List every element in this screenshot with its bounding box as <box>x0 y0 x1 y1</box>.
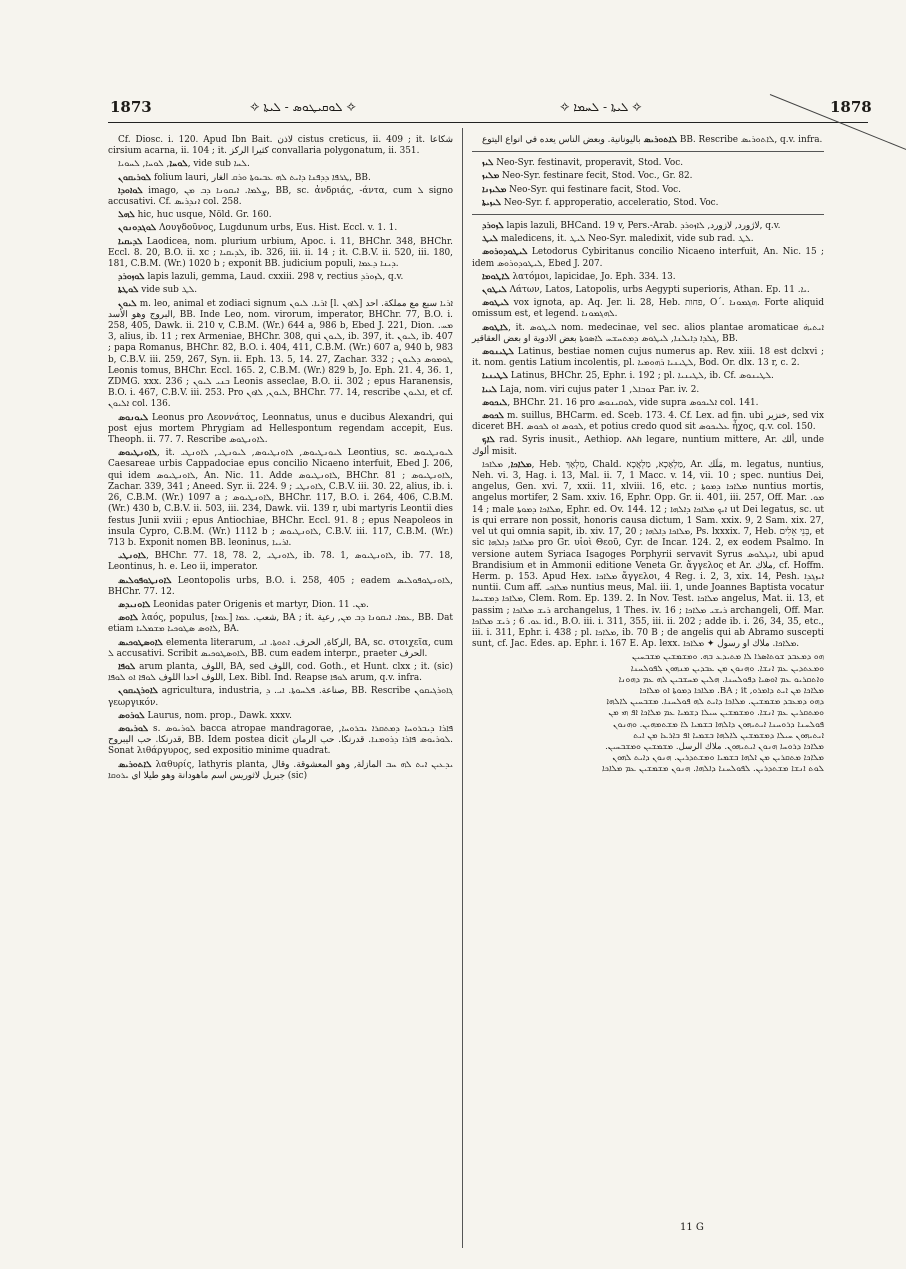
entry-text: m. leo, animal et zodiaci signum ܐܪܝܐ. ܠܝܘܢ [l. ܠܐܘܢ] ܐܪܝܐ سبع مع مملكة. احد البروج وهو الأسد, BB. Inde Leo, nom. virorum, imperator, BHChr. 77, B.O. i. 258, 405, Dawk. ii. 210 v, C.B.M. (Wr.) 644 a, 986 b, Ebed J. 221, Dion. ܡܚ. 3, alius, ib. 11 ; rex Armeniae, BHChr. 308, qui ܠܝܘܢ, ib. 397, it. ܠܝܘܢ, ib. 407 ; papa Romanus, BHChr. 82, B.O. i. 404, 411, C.B.M. (Wr.) 607 a, 940 b, 983 b, C.B.V. iii. 259, 267, Syn. ii. Eph. 13. 5, 14. 27, Zachar. 332 ; ܛܘܡܘܣ ܕܠܝܘܢ Leonis tomus, BHChr. Eccl. 165. 2, C.B.M. (Wr.) 829 b, Jo. Eph. 21. 4, 36. 1, ZDMG. xxx. 236 ; ܒܢܝ ܠܝܘܢ Leonis asseclae, B.O. ii. 302 ; epus Haranensis, B.O. i. 467, C.B.V. iii. 253. Pro ܠܝܘܢ, ܠܐܘܢ, BHChr. 77. 14, rescribe ܐܠܝܘܢ, et cf. ܐܠܝܘܢ col. 136. <box>108 298 454 410</box>
dictionary-entry <box>472 247 824 269</box>
syriac-line: ܘܡܥܬܕܝܢ ܥܡ ܐܢܫܐ. ܘܗܢܘܢ ܡܢ ܥܒܕܝܢ ܡܢܗܘܢ ܠܦܘܠܚܢܐ <box>630 663 824 674</box>
entry-headword: ܠܐܘܢܝܕܣ <box>118 599 151 610</box>
page-number-left: 1873 <box>110 98 152 116</box>
dictionary-entry <box>472 460 824 650</box>
dictionary-entry <box>472 171 824 182</box>
dictionary-entry <box>108 223 453 234</box>
dictionary-entry <box>108 613 453 635</box>
dictionary-entry <box>472 198 824 209</box>
syriac-line: ܠܘܬ ܐܢܫܐ ܡܫܬܕܪܝܢ. ܠܦܘܠܚܢܐ ܕܐܠܗܐ. ܗܢܘܢ ܡܫܡܫܝܢ ܥܡ ܡܠܐܟܐ <box>602 764 824 775</box>
entry-headword: ܠܗܠ <box>118 210 135 221</box>
dictionary-entry <box>108 724 453 758</box>
entry-text: Letodorus Cybiritanus concilio Nicaeno interfuit, An. Nic. 15 ; idem ܠܝܛܘܕܘܪܘܣ, Ebed J. 207. <box>472 247 824 269</box>
right-column <box>472 135 824 776</box>
syriac-line: ܘܐܬܩܪܝܘ ܥܡ ܐܘܣܝܐ ܕܦܘܠܚܢܐ. ܗܠܝܢ ܡܚܫܒܝܢ ܠܗ ܥܡ ܕܗܘܢܐ <box>618 674 824 685</box>
dictionary-entry <box>472 185 824 196</box>
entry-headword: ܡܠܝܙܢܐ <box>482 184 507 195</box>
dictionary-entry <box>108 285 453 296</box>
dictionary-entry <box>108 237 453 271</box>
entry-text: Laja, nom. viri cujus pater ܫܘܒܐܠ, 1 Par. iv. 2. <box>496 384 700 395</box>
entry-headword: ܠܘܛܬܐ <box>118 285 139 296</box>
header-rule <box>108 122 868 123</box>
dictionary-entry <box>108 576 453 598</box>
dictionary-entry <box>472 435 824 457</box>
entry-text: vox ignota, ap. Aq. Jer. li. 28, Heb. פחות, Ο΄. ܗܓܡܘܢܐ. Forte aliquid omissum est, et legend. ܠܗܓܡܘܢܐ. <box>472 298 824 320</box>
entry-headword: ܠܝܛܘܕܘܪܘܣ <box>482 247 528 258</box>
dictionary-entry <box>108 299 453 411</box>
dictionary-entry <box>108 186 453 208</box>
dictionary-entry <box>472 285 824 296</box>
entry-headword: ܠܐܬܘܪܝܣ <box>118 759 152 770</box>
entry-headword: ܠܐܛܘܣ <box>482 322 509 333</box>
dictionary-entry <box>108 711 453 722</box>
entry-headword: ܠܙܘܪܕ <box>482 221 504 232</box>
syriac-line: ܦܘܠܚܢܐ ܕܪܘܚܢܐ ܐܝܬܝܗܘܢ ܕܐܠܗܐ ܒܫܡܝܐ ܠܐ ܡܫܬܡܗܝܢ. ܘܗܢܘܢ <box>612 719 824 730</box>
entry-headword: ܠܝܛ <box>482 234 499 245</box>
entry-text: Latinus, bestiae nomen cujus numerus ap. Rev. xiii. 18 est dclxvi ; it. nom. gentis Latium incolentis, pl. ܠܛܝܢܝܐ ܪܗܘܡܝܐ, Bod. Or. dlx. 13 r, c. 2. <box>472 347 824 369</box>
entry-headword: ܠܐܛܘܡܐ <box>482 271 510 282</box>
syriac-line: ܡܠܐܟܐ ܕܪܘܚܐ ܗܢܘܢ ܐܝܬܝܗܘܢ. ملاك الرسل. ܡܫܡܫܝܢ ܘܡܫܒܚܝܢ. <box>605 741 824 752</box>
entry-text: Leonus pro Λεοννάτος, Leonnatus, unus e ducibus Alexandri, qui post ejus mortem Phrygiam ad Hellespontum regendam accepit, Eus. Theoph. ii. 77. 7. Rescribe ܠܐܘܢܛܘܣ. <box>108 412 453 446</box>
entry-text: agricultura, industria, صناعة. ܦܠܚܘܬܐ. ܐܝ. ܕ, BB. Rescribe ܓܐܘܪܓܝܩܘܢ γεωργικόν. <box>108 686 454 708</box>
entry-headword: ܠܝܟܘܣ <box>482 397 508 408</box>
entry-text: , ܡܠܐܟܐ, Heb. מַלְאָךְ, Chald. מַלְאָכָא, מַלְאֲכָא, Ar. مَلَك, m. legatus, nuntius, Neh. vi. 3, Hag. i. 13, Mal. ii. 7, 1 Macc. v. 14, vii. 10 ; spec. nuntius Dei, angelus, Gen. xvi. 7, xxii. 11, xlviii. 16, etc. ; ܡܠܐܟܐ ܕܡܘܬܐ nuntius mortis, angelus mortifer, 2 Sam. xxiv. 16, Ephr. Opp. Gr. ii. 401, iii. 257, Off. Mar. ܡܘ. 14 ; male ܡܠܐܟܐ ܕܡܘܬܐ, Ephr. ed. Ov. 144. 12 ; ܐܝܟ ܡܠܐܟܐ ܕܐܠܗܐ ut Dei legatus, sc. ut is qui errare non possit, honoris causa dictum, 1 Sam. xxix. 9, 2 Sam. xix. 27, vel ut qui omnia sapit, ib. xiv. 17, 20 ; ܡܠܐܟܐ ܕܐܠܗܐ, Ps. lxxxix. 7, Heb. בְּנֵי אֵלִים, et sic ܡܠܐܟܐ ܕܐܠܗܐ pro Gr. υἱοὶ Θεοῦ, Cyr. de Incar. 124. 2, ex eodem Psalmo. In versione autem Syriaca Isagoges Porphyrii servavit Syrus ܐܢܓܠܘܣ, ubi apud Brandisium et in Ammonii editione Veneta Gr. ἄγγελος et Ar. ملاك, cf. Hoffm. Herm. p. 153. Apud Hex. ܡܠܐܟܐ ἄγγελοι, 4 Reg. i. 2, 3, xix. 14, Pesh. ܐܝܙܓܕܐ nuntii. Cum aff. ܡܠܐܟܝ nuntius meus, Mal. iii. 1, unde Joannes Baptista vocatur ܡܠܐܟܐ ܕܡܫܝܚܐ, Clem. Rom. Ep. 139. 2. In Nov. Test. ܡܠܐܟܐ angelus, Mat. ii. 13, et passim ; ܪܝܫ ܡܠܐܟܐ archangelus, 1 Thes. iv. 16 ; ܪܝܫܝ ܡܠܐܟܐ archangeli, Off. Mar. ܥܘ. 6 ; ܪܝܫ ܡܠܐܟܐ id., B.O. iii. i. 311, 355, iii. ii. 202 ; adde ib. i. 26, 34, 35, etc., iii. i. 311, Ephr. i. 438 ; pl. ܡܠܐܟܐ, ib. 70 B ; de angelis qui ab Abramo suscepti sunt, cf. Jac. Edes. ap. Ephr. i. 167 E. Ap. lexx. ܡܠܐܟܐ. ملاك او رسول ✦ ܡܠܐܟܐ. <box>472 459 825 650</box>
syriac-line: ܗܘ ܕܡܥܒܕ ܫܘܬܐܣܪܐ ܠܐ ܡܬܝܕܥ ܒܗ. ܘܡܫܡܫܝܢ ܡܫܒܚܝܢ <box>632 652 824 663</box>
dictionary-entry <box>472 385 824 396</box>
entry-headword: ܡܠܐܟܐ <box>510 459 532 470</box>
entry-headword: ܠܝܘܢ <box>118 298 137 309</box>
entry-headword: ܠܘܪܝܩܘܢ <box>118 172 152 183</box>
entry-headword: ܠܐܟ <box>482 435 495 446</box>
entry-text: Λάτων, Latos, Latopolis, urbs Aegypti superioris, Athan. Ep. ܝܐ. 11. <box>506 285 810 296</box>
entry-text: Neo-Syr. f. approperatio, acceleratio, Stod. Voc. <box>501 197 719 208</box>
entry-text: lapis lazuli, BHCand. 19 v, Pers.-Arab. لاژورد, لازورد, ܠܐܙܘܪܕ, q.v. <box>503 221 781 232</box>
entry-text: maledicens, it. ܠܝܛ Neo-Syr. maledixit, vide sub rad. ܠܛ. <box>498 234 754 245</box>
entry-text: folium lauri, ܛܪܦܐ ܕܕܦܢܐ ܕܐܝܬ ܠܗ ܥܒܝܘܬܐ ܘܪܩ الغار, BB. <box>151 172 371 183</box>
entry-headword: ܠܘܪܘܣ <box>118 710 145 721</box>
entry-headword: ܠܝܝܐ <box>482 384 497 395</box>
dictionary-entry <box>108 662 453 684</box>
entry-text: Neo-Syr. qui festinare facit, Stod. Voc. <box>506 184 681 195</box>
syriac-line: ܡܠܐܟܐ ܡܢ ܐܝܬ ܕܐܡܪܘ, BA ; it. ܡܠܐܟܐ ܕܡܘܬܐ ܐܘ ܡܠܐܟܐ <box>639 685 824 696</box>
dictionary-entry <box>472 272 824 283</box>
running-title-left: ✧ ܠܘܩܝܛܘܣ - ܠܝܬܐ ✧ <box>250 100 356 114</box>
dictionary-entry <box>108 551 453 573</box>
section-rule <box>472 214 824 215</box>
entry-text: , ܠܘܚܐ, ܠܚܘܝܐ, vide sub ܠܚܐ. <box>118 159 250 170</box>
entry-text: imago, ܨܠܡܐ. ܐܝܩܘܢܐ ܕܒ ܡܢ, BB, sc. ἀνδριάς, -άντα, cum ܠ signo accusativi. Cf. ܐܢܕܪܝܣ col. 258. <box>108 185 453 208</box>
entry-text: Laodicea, nom. plurium urbium, Apoc. i. 11, BHChr. 348, BHChr. Eccl. 8. 20, B.O. ii. xc ; ܠܕܝܩܝܐ, ib. 326, iii. ii. 14 ; it. C.B.V. ii. 520, iii. 180, 181, C.B.M. (Wr.) 1020 b ; exponit BB. judicium populi, ܕܝܢܐ ܕܥܡܐ. <box>108 236 454 270</box>
entry-text: lapis lazuli, gemma, Laud. cxxiii. 298 v, rectius ܠܙܘܪܕ, q.v. <box>144 272 404 283</box>
dictionary-entry <box>108 638 453 660</box>
entry-text: Laurus, nom. prop., Dawk. xxxv. <box>144 710 292 721</box>
entry-headword: ܠܝܛܘܣ <box>482 298 509 309</box>
running-title-right: ✧ ܠܝܬܐ - ܠܚܡܐ ✧ <box>560 100 642 114</box>
entry-text: باليونانية. وبعض الناس يعده في انواع اليتوع BB. Rescribe ܠܐܬܘܪܝܣ, q.v. infra. <box>482 135 823 145</box>
entry-headword: ܠܘܙܘܪܕ <box>118 272 145 283</box>
entry-text: , BHChr. 77. 18, 78. 2, ܠܐܘܢܛܝ, ib. 78. 1, ܠܐܘܢܛܝܘܣ, ib. 77. 18, Leontinus, h. e. Leo ii, imperator. <box>108 551 453 573</box>
entry-text: , BHChr. 21. 16 pro ܠܘܩܝܢܘܣ, vide supra ܐܠܝܟܘܣ col. 141. <box>507 397 759 408</box>
dictionary-entry <box>108 600 453 611</box>
entry-headword: ܠܝܛܘܢ <box>482 285 507 296</box>
entry-headword: ܠܐܘܪܓܝܩܘܢ <box>118 686 158 697</box>
dictionary-entry <box>108 272 453 283</box>
entry-headword: ܠܐܘܢܛܝ <box>118 551 147 562</box>
syriac-line: ܕܗܘ ܕܡܥܒܕ ܡܫܡܫܝܢ. ܡܠܐܟܐ ܕܐܝܬ ܠܗ ܦܘܠܚܢܐ. ܡܫܒܚܝܢ ܠܐܠܗܐ <box>606 697 824 708</box>
entry-text: Leonidas pater Origenis et martyr, Dion. ܡܢ. 11. <box>150 599 369 610</box>
entry-headword: ܠܘܦܐ <box>118 661 136 672</box>
entry-text: , it. ܠܝܛܘܣ nom. medecinae, vel sec. alios plantae aromaticae ܐܝܬܝܗ̇ ܓܠܕܐ ܕܐܝܠܢܐ, ܠܝܛܘܣ ܕܡܬܚܫܚ ܠܐܣܘܬܐ بعض الادوية او بعض العقاقير, BB. <box>472 322 824 344</box>
syriac-line: ܡܠܐܟܐ ܡܬܩܪܝܢ ܡܢ ܐܠܗܐ ܒܫܡܝܐ ܘܡܫܬܕܪܝܢ. ܗܢܘܢ ܕܐܝܬ ܠܗܘܢ <box>612 753 824 764</box>
entry-headword: ܠܝܘܢܘܣ <box>118 412 149 423</box>
entry-headword: ܠܛܝܢܝܐ <box>482 371 509 382</box>
dictionary-entry <box>472 398 824 409</box>
syriac-quotation-block <box>472 652 824 775</box>
entry-text: rad. Syris inusit., Aethiop. ለአከ legare, nuntium mittere, Ar. ألك, unde ألوك misit. <box>472 435 825 457</box>
syriac-line: ܐܝܬܝܗܘܢ ܚܝܠܐ ܕܡܫܡܫܝܢ ܠܐܠܗܐ ܒܫܡܝܐ ܐܦ ܒܐܪܥܐ ܡܢ ܐܝܬ <box>633 730 824 741</box>
entry-headword: ܠܘܓܕܘܢܘܢ <box>118 223 157 234</box>
dictionary-entry <box>472 411 824 433</box>
dictionary-entry <box>472 347 824 369</box>
entry-headword: ܠܐܬܘܪܝܣ <box>643 135 678 145</box>
entry-text: λαθυρίς, lathyris planta, ܝܕܥܝܢ ܐܝܬ ܠܗ ܚܒ المازلة, وهو المعشوقة. وقال جبريل لاثوريس اسم ماهودانة وهو طيلا اي ܝܪܘܩܐ (sic) <box>108 759 453 781</box>
entry-text: , it. ܠܝܘܢܛܝܘܣ, ܠܐܘܢܛܝܘܣ, ܠܝܘܢܛܝ, ܠܐܘܢܛܝ Leontius, sc. ܠܝܘܢܛܝܘܣ Caesareae urbis Cappadociae epus concilio Nicaeno interfuit, Ebed J. 206, qui idem ܠܐܘܢܛܝܘܣ, An. Nic. 11. Adde ܠܐܘܢܛܝܘܣ, BHChr. 81 ; ܠܐܘܢܛܝܘܣ, Zachar. 339, 341 ; Aneed. Syr. ii. 224. 9 ; ܠܐܘܢܛܝ, C.B.V. iii. 30. 22, alius, ib. i. 26, C.B.M. (Wr.) 1097 a ; ܠܐܘܢܛܝܘܣ, BHChr. 117, B.O. i. 264, 406, C.B.M. (Wr.) 430 b, C.B.V. ii. 503, iii. 234, Dawk. vii. 139 r, ubi martyris Leontii dies festus Junii xviii ; epus Antiochiae, BHChr. Eccl. 91. 8 ; epus Neapoleos in insula Cypro, C.B.M. (Wr.) 1112 b ; ܠܐܘܢܛܝܘܣ, C.B.V. iii. 117, C.B.M. (Wr.) 713 b. Exponit nomen BB. leoninus, ܐܪܝܝܐ. <box>108 448 453 548</box>
entry-headword: ܠܕܝܩܝܐ <box>118 236 143 247</box>
dictionary-entry <box>472 298 824 320</box>
dictionary-entry <box>472 323 824 345</box>
left-column <box>108 135 453 784</box>
entry-headword: ܠܐܘܣܛܘܟܝܣ <box>118 637 163 648</box>
entry-text: arum planta, اللوف, BA, sed اللوف, cod. Goth., et Hunt. clxx ; it. (sic) اللوف احدا اللوف ܠܘܦܐ ܐܘ ܠܘܦܐ, Lex. Bibl. Ind. Reapse ܠܘܦܐ arum, q.v. infra. <box>108 661 453 684</box>
dictionary-entry <box>472 234 824 245</box>
entry-text: vide sub ܠܛ. <box>138 285 198 296</box>
entry-headword: ܠܘܚܐ <box>169 159 188 170</box>
entry-headword: ܠܐܘܣ <box>118 613 139 624</box>
dictionary-entry <box>472 158 824 169</box>
syriac-line: ܘܡܬܩܪܝܢ ܥܡ ܐܢܫܐ. ܘܡܫܡܫܝܢ ܚܝܠܐ ܕܫܡܝܐ ܥܡ ܡܠܐܟܐ ܐܦ ܗܝ ܡܢ <box>608 708 824 719</box>
dictionary-entry <box>108 760 453 782</box>
entry-text: Leontopolis urbs, B.O. i. 258, 405 ; eadem ܠܐܘܢܛܘܦܘܠܝܣ, BHChr. 77. 12. <box>108 575 453 597</box>
entry-text: λατόμοι, lapicidae, Jo. Eph. 334. 13. <box>509 271 676 282</box>
dictionary-entry <box>108 686 453 708</box>
entry-text: s. ܠܘܪܝܘܣ bacca atropae mandragorae, ܦܐܪܐ ܕܝܒܪܘܚܐ ܕܡܬܩܪܐ ܝܒܪܘܚܐ, قدرنكا. حب اليبروح, BB. Idem postea dicit ܠܘܪܝܘܣ ܦܐܪܐ ܕܪܘܡܢܐ. قدرنكا. حب الرمان. Sonat λιθάργυρος, sed expositio minime quadrat. <box>108 723 453 757</box>
neo-syriac-entries <box>472 158 824 209</box>
entry-headword: ܠܘܐܘܕܐ <box>118 185 143 196</box>
column-divider <box>462 128 463 1248</box>
dictionary-entry <box>108 159 453 170</box>
entry-text: m. suillus, BHCarm. ed. Sceb. 173. 4. Cf. Lex. ad fin. ubi خنزير, sed vix diceret BH. ܠܟܘܣ ܐܘ ܠܟܘܣ, et potius credo quod sit ܥܠܝܟܘܣ ἦχος, q.v. col. 150. <box>472 411 825 433</box>
dictionary-entry <box>472 371 824 382</box>
dictionary-entry <box>108 413 453 447</box>
entry-text: Neo-Syr. festinare fecit, Stod. Voc., Gr. 82. <box>499 171 693 182</box>
dictionary-entry <box>108 173 453 184</box>
dictionary-entry <box>472 221 824 232</box>
entry-headword: ܠܐܘܢܛܝܘܣ <box>118 448 158 459</box>
entry-headword: ܠܝܙܝܬܐ <box>482 197 502 208</box>
entry-headword: ܠܐܘܢܛܘܦܘܠܝܣ <box>118 575 172 586</box>
entry-text: elementa literarum, الزكاة, الحرف. ܐܬܘܬܐ. ܐܝ, BA, sc. στοιχεῖα, cum ܠ accusativi. Scribit ܠܐܘܣܛܘܟܝܣ, BB. cum eadem interpr., praeter الحرف. <box>108 637 453 659</box>
entry-headword: ܠܝܙ <box>482 158 494 169</box>
dictionary-entry <box>108 135 453 157</box>
entry-text: λαός, populus, [ܥܡܐ] شعب. ܥܡܐ, BA ; it. ܥܡܐ. ܐܝܩܘܢܐ ܕܒ ܡܢ, رعية, BB. Dat etiam ܠܐܘܣ ܣܛܘܟܝܐ ܡܫܡܠܝܐ, BA. <box>108 613 453 635</box>
page-number-right: 1878 <box>830 98 872 116</box>
entry-text: hic, huc usque, Nöld. Gr. 160. <box>134 210 272 221</box>
dictionary-entry <box>108 210 453 221</box>
right-column-entries <box>472 221 824 650</box>
signature-mark: 11 G <box>680 1222 704 1233</box>
entry-headword: ܠܛܝܢܘܣ <box>482 347 514 358</box>
entry-text: Λουγδοῦνος, Lugdunum urbs, Eus. Hist. Eccl. v. 1. 1. <box>156 223 398 234</box>
right-column-continuation <box>472 135 824 146</box>
entry-headword: ܠܘܪܝܘܣ <box>118 723 149 734</box>
dictionary-entry <box>108 448 453 549</box>
entry-text: Latinus, BHChr. 25, Ephr. i. 192 ; pl. ܠܛܝܢܝܐ, ib. Cf. ܠܛܝܢܘܣ. <box>508 371 774 382</box>
entry-text: Cf. Diosc. i. 120. Apud Ibn Bait. لاذن cistus creticus, ii. 409 ; it. شكاعا cirsium acarna, ii. 104 ; it. كثيرا الركز convallaria polygonatum, ii. 351. <box>108 135 453 157</box>
entry-headword: ܠܟܘܣ <box>482 411 504 422</box>
section-rule <box>472 151 824 152</box>
entry-text: Neo-Syr. festinavit, properavit, Stod. Voc. <box>493 158 684 169</box>
entry-headword: ܡܠܝܙ <box>482 171 500 182</box>
page-header <box>0 0 906 130</box>
dictionary-entry <box>472 135 824 146</box>
